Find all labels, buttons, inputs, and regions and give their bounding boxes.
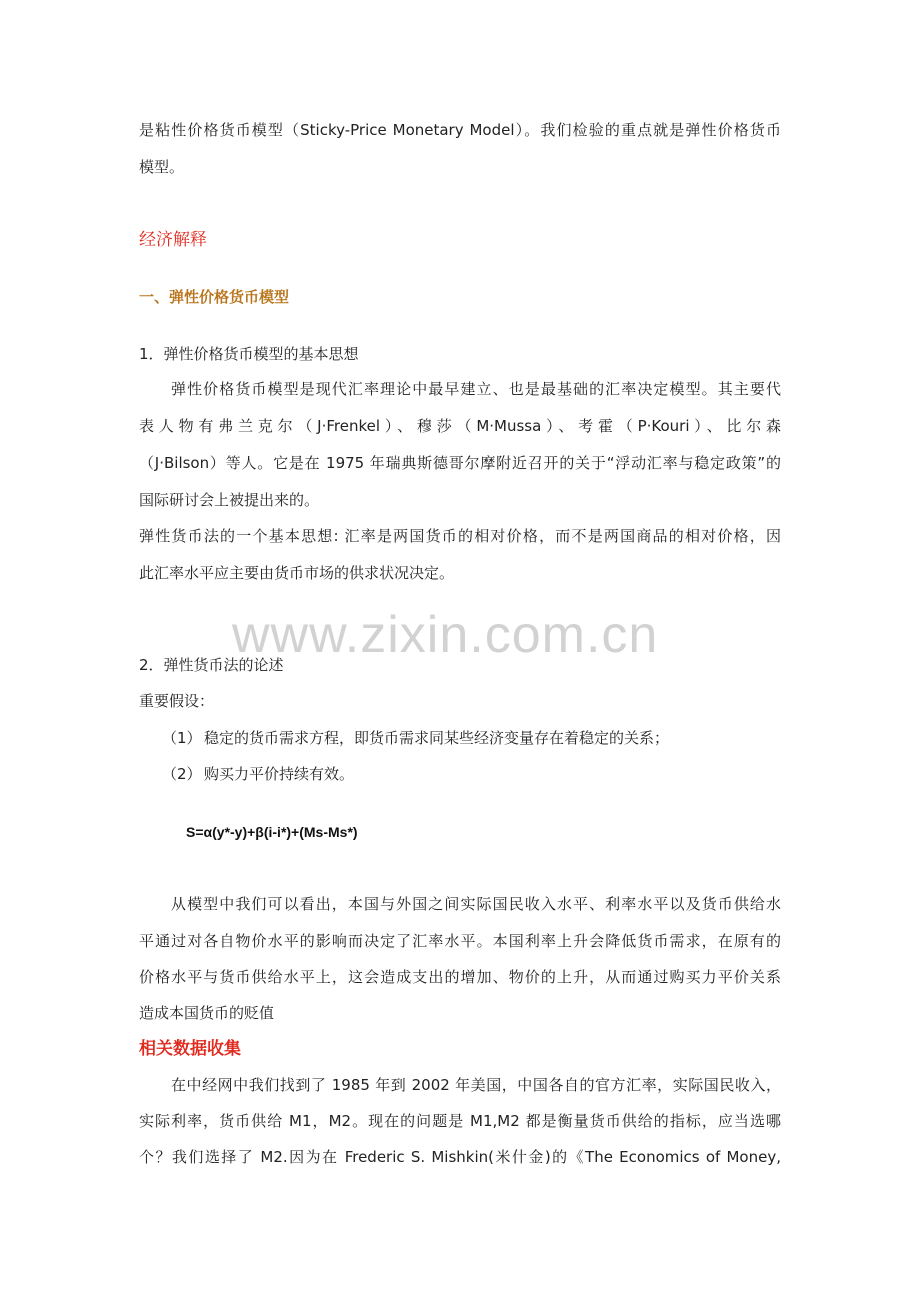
data-line-2: 实际利率，货币供给 M1，M2。现在的问题是 M1,M2 都是衡量货币供给的指标，应当选哪 [139,1112,781,1130]
basic-line-2: 表人物有弗兰克尔（J·Frenkel）、穆莎（M·Mussa）、考霍（P·Kouri）、比尔森 [139,417,781,435]
assumption-2-text: 购买力平价持续有效。 [204,765,355,783]
model-line-4: 造成本国货币的贬值 [139,1004,275,1022]
idea-line-1: 弹性货币法的一个基本思想: 汇率是两国货币的相对价格，而不是两国商品的相对价格，因 [139,527,781,545]
item-1-title: 1．弹性价格货币模型的基本思想 [139,345,359,363]
data-line-3: 个？我们选择了 M2.因为在 Frederic S. Mishkin(米什金)的《The Economics of Money, [139,1148,781,1166]
intro-line-2: 模型。 [139,158,185,176]
basic-line-4: 国际研讨会上被提出来的。 [139,491,320,509]
data-line-1: 在中经网中我们找到了 1985 年到 2002 年美国，中国各自的官方汇率，实际国民收入， [171,1076,781,1094]
subsection-heading-1: 一、弹性价格货币模型 [139,288,290,306]
idea-line-2: 此汇率水平应主要由货币市场的供求状况决定。 [139,564,455,582]
model-line-3: 价格水平与货币供给水平上，这会造成支出的增加、物价的上升，从而通过购买力平价关系 [139,968,781,986]
assumption-1-text: 稳定的货币需求方程，即货币需求同某些经济变量存在着稳定的关系； [204,729,670,747]
assumption-2-number: （2） [162,765,202,783]
section-heading-economic: 经济解释 [139,230,207,250]
basic-line-3: （J·Bilson）等人。它是在 1975 年瑞典斯德哥尔摩附近召开的关于“浮动汇率与稳定政策”的 [139,454,781,472]
assumptions-label: 重要假设： [139,692,215,710]
section-heading-data: 相关数据收集 [139,1039,241,1059]
model-line-2: 平通过对各自物价水平的影响而决定了汇率水平。本国利率上升会降低货币需求，在原有的 [139,932,781,950]
item-2-title: 2．弹性货币法的论述 [139,656,284,674]
intro-line-1: 是粘性价格货币模型（Sticky-Price Monetary Model）。我们检验的重点就是弹性价格货币 [139,121,781,139]
formula: S=α(y*-y)+β(i-i*)+(Ms-Ms*) [186,824,358,840]
model-line-1: 从模型中我们可以看出，本国与外国之间实际国民收入水平、利率水平以及货币供给水 [171,895,781,913]
watermark: www.zixin.com.cn [232,606,659,664]
assumption-1-number: （1） [162,729,202,747]
basic-line-1: 弹性价格货币模型是现代汇率理论中最早建立、也是最基础的汇率决定模型。其主要代 [171,380,781,398]
